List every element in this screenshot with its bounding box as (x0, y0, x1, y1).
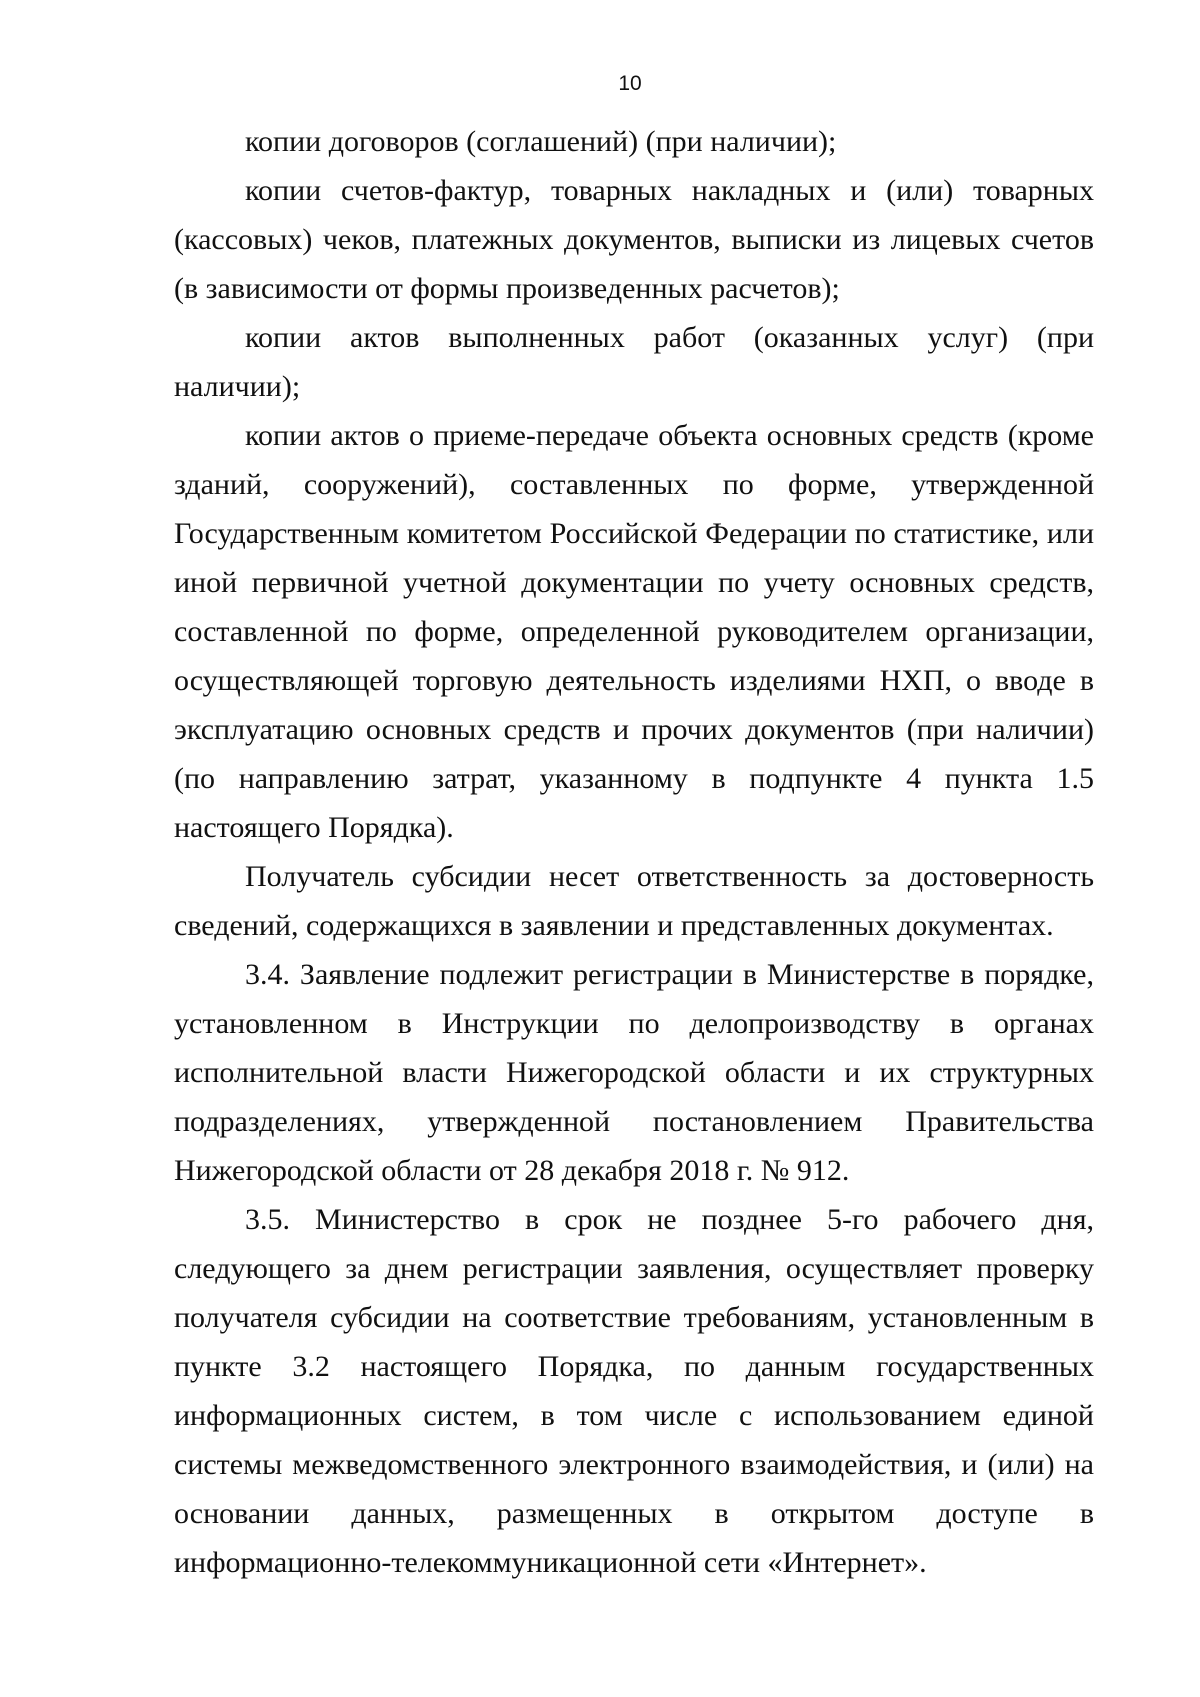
paragraph-3-5-verification: 3.5. Министерство в срок не позднее 5-го рабочего дня, следующего за днем регистрации заявления, осуществляет проверку получателя субсидии на соответствие требованиям, установленным в пункте 3.2 настоящего Порядка, по данным государственных информационных систем, в том числе с использованием единой системы межведомственного электронного взаимодействия, и (или) на основании данных, размещенных в открытом доступе в информационно-телекоммуникационной сети «Интернет». (174, 1203, 1094, 1579)
page-number: 10 (618, 72, 642, 95)
paragraph-3-4-registration: 3.4. Заявление подлежит регистрации в Министерстве в порядке, установленном в Инструкции по делопроизводству в органах исполнительной власти Нижегородской области и их структурных подразделениях, утвержденной постановлением Правительства Нижегородской области от 28 декабря 2018 г. № 912. (174, 958, 1094, 1187)
paragraph-fixed-assets-acts: копии актов о приеме-передаче объекта основных средств (кроме зданий, сооружений), составленных по форме, утвержденной Государственным комитетом Российской Федерации по статистике, или иной первичной учетной документации по учету основных средств, составленной по форме, определенной руководителем организации, осуществляющей торговую деятельность изделиями НХП, о вводе в эксплуатацию основных средств и прочих документов (при наличии) (по направлению затрат, указанному в подпункте 4 пункта 1.5 настоящего Порядка). (174, 419, 1094, 844)
paragraph-contracts-copies: копии договоров (соглашений) (при наличии); (245, 125, 837, 158)
document-body (174, 117, 1094, 1587)
paragraph-work-acts-copies: копии актов выполненных работ (оказанных услуг) (при наличии); (174, 321, 1094, 403)
paragraph-recipient-responsibility: Получатель субсидии несет ответственность за достоверность сведений, содержащихся в заявлении и представленных документах. (174, 860, 1094, 942)
paragraph-invoices-copies: копии счетов-фактур, товарных накладных и (или) товарных (кассовых) чеков, платежных документов, выписки из лицевых счетов (в зависимости от формы произведенных расчетов); (174, 174, 1094, 305)
